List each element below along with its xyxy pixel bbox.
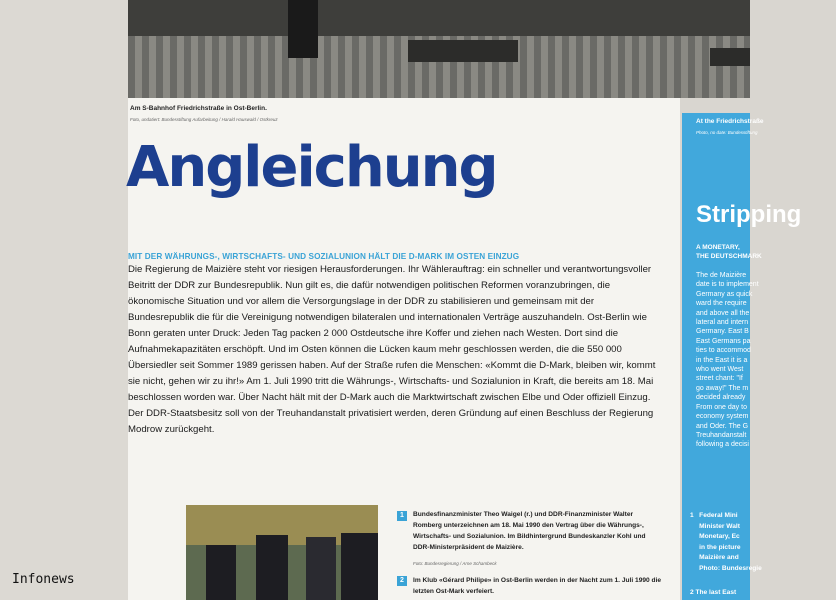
- sidebar-body: The de Maizière date is to implement Germany as quick ward the require and above all the lateral and intern Germany. East B East Germans pa ties to accommod in the East it is a who went West street chant: "If go away!" The m decided already From one day to economy system and Oder. The G Treuhandanstalt following a decisi: [696, 272, 759, 449]
- article-subhead: MIT DER WÄHRUNGS-, WIRTSCHAFTS- UND SOZIALUNION HÄLT DIE D-MARK IM OSTEN EINZUG: [128, 252, 520, 261]
- article-body: Die Regierung de Maizière steht vor riesigen Herausforderungen. Ihr Wählerauftrag: ein schneller und verantwortungsvoller Beitritt der DDR zur Bundesrepublik. Nun gilt es, die dafür notwendigen politischen Reformen voranzubringen, die ökonomische Situation und vor allem die Versorgungslage in der DDR zu stabilisieren und gemeinsam mit der Bundesrepublik die für die Vereinigung notwendigen bilateralen und internationalen Verträge auszuhandeln. Ost-Berlin wie Bonn geraten unter Druck: Jeden Tag packen 2 000 Ostdeutsche ihre Koffer und ziehen nach Westen. Dort sind die Aufnahmekapazitäten erschöpft. Und im Osten können die Lücken kaum mehr geschlossen werden, die die 550 000 Übersiedler seit Sommer 1989 gerissen haben. Auf der Straße rufen die Menschen: «Kommt die D-Mark, bleiben wir, kommt sie nicht, gehen wir zu ihr!» Am 1. Juli 1990 tritt die Währungs-, Wirtschafts- und Sozialunion in Kraft, die bereits am 18. Mai beschlossen worden war. Über Nacht hält mit der D-Mark auch die Marktwirtschaft zwischen Elbe und Oder offiziell Einzug. Der DDR-Staatsbesitz soll von der Treuhandanstalt privatisiert werden, deren Gründung auf einen Beschluss der Regierung Modrow zurückgeht.: [128, 264, 656, 435]
- sidebar-credit: Photo, no date: Bundesstiftung: [696, 130, 758, 135]
- sidebar-footer: 2 The last East: [690, 589, 737, 596]
- note-number-badge: 1: [397, 511, 407, 521]
- sidebar-notes: 1 Federal Mini Minister Walt Monetary, Ec in the picture Maizière and Photo: Bundesregie: [690, 512, 762, 572]
- watermark: Infonews: [12, 572, 75, 587]
- note-number-badge: 2: [397, 576, 407, 586]
- english-sidebar: [682, 113, 802, 600]
- treaty-signing-photo: [186, 505, 378, 600]
- photo-credit: Foto, undatiert: Bundesstiftung Aufarbeitung / Harald Hauswald / Ostkreuz: [130, 117, 278, 122]
- page-margin: [0, 0, 130, 600]
- note-text: Im Klub «Gérard Philipe» in Ost-Berlin werden in der Nacht zum 1. Juli 1990 die letzten Ost-Mark verfeiert.: [413, 577, 662, 595]
- note-credit: Foto: Bundesregierung / Arne Schambeck: [413, 561, 497, 566]
- station-photo: [128, 0, 750, 98]
- sidebar-title: Stripping: [696, 201, 802, 228]
- sidebar-caption: At the Friedrichstraße: [696, 118, 764, 125]
- sidebar-subhead: A MONETARY, THE DEUTSCHMARK: [696, 244, 762, 260]
- note-text: Bundesfinanzminister Theo Waigel (r.) und DDR-Finanzminister Walter Romberg unterzeichnen am 18. Mai 1990 den Vertrag über die Währungs-, Wirtschafts- und Sozialunion. Im Bildhintergrund Bundeskanzler Kohl und DDR-Ministerpräsident de Maizière.: [413, 511, 646, 551]
- article-title: Angleichung: [126, 135, 497, 200]
- photo-caption: Am S-Bahnhof Friedrichstraße in Ost-Berlin.: [130, 105, 267, 112]
